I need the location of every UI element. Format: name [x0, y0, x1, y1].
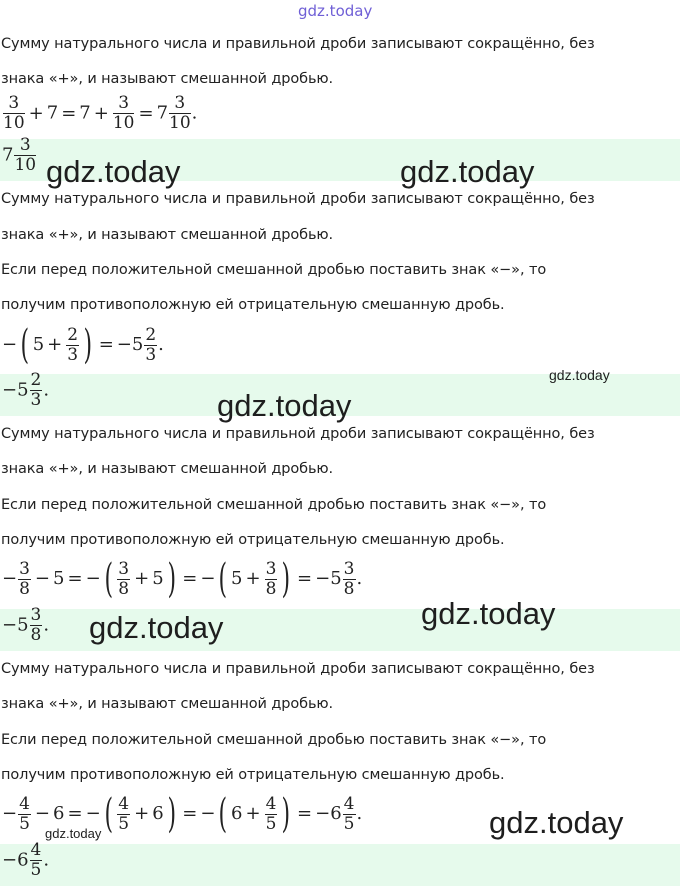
left-parenthesis: (	[20, 322, 30, 368]
number: 6	[53, 803, 65, 824]
watermark-top: gdz.today	[298, 2, 373, 20]
number: 6	[231, 803, 243, 824]
numerator: 3	[169, 95, 191, 114]
denominator: 10	[112, 113, 135, 133]
right-parenthesis: )	[167, 791, 176, 837]
fraction-3-10	[2, 95, 26, 132]
numerator: 4	[30, 842, 42, 860]
denominator: 8	[343, 578, 355, 599]
equals-sign: =	[182, 568, 198, 589]
number: 5	[32, 334, 45, 355]
numerator: 3	[14, 137, 36, 156]
answer-band-4	[0, 844, 680, 886]
period: .	[158, 334, 164, 355]
equation-2	[2, 322, 164, 368]
plus-sign: +	[28, 102, 44, 124]
watermark: gdz.today	[217, 388, 352, 423]
fraction	[116, 558, 131, 599]
number: 5	[53, 568, 65, 589]
answer-3	[2, 607, 49, 651]
answer-1	[2, 137, 37, 181]
minus-sign: −	[2, 803, 18, 824]
fraction	[116, 793, 131, 834]
plus-sign: +	[93, 102, 109, 124]
numerator: 3	[19, 558, 30, 579]
numerator: 3	[265, 558, 277, 579]
paragraph-negative-rule-cont: получим противоположную ей отрицательную смешанную дробь.	[1, 532, 505, 548]
paragraph-mixed-definition-cont: знака «+», и называют смешанной дробью.	[1, 461, 334, 477]
equals-sign: =	[61, 102, 77, 124]
paragraph-negative-rule: Если перед положительной смешанной дробью поставить знак «−», то	[1, 497, 547, 513]
whole-part: −5	[116, 334, 144, 355]
fraction	[13, 137, 37, 174]
fraction	[17, 558, 32, 599]
minus-sign: −	[2, 568, 18, 589]
numerator: 4	[265, 793, 277, 814]
plus-sign: +	[245, 803, 261, 824]
number: 5	[231, 568, 243, 589]
denominator: 10	[14, 155, 37, 175]
numerator: 3	[3, 95, 25, 114]
equation-3	[2, 556, 363, 602]
equals-sign: =	[67, 803, 83, 824]
right-parenthesis: )	[83, 322, 93, 368]
equals-sign: =	[297, 803, 313, 824]
paragraph-mixed-definition-cont: знака «+», и называют смешанной дробью.	[1, 696, 334, 712]
equals-sign: =	[182, 803, 198, 824]
right-parenthesis: )	[167, 556, 176, 602]
paragraph-negative-rule-cont: получим противоположную ей отрицательную смешанную дробь.	[1, 297, 505, 313]
minus-sign: −	[85, 803, 101, 824]
plus-sign: +	[47, 334, 63, 355]
denominator: 5	[118, 813, 130, 834]
numerator: 4	[118, 793, 130, 814]
period: .	[43, 379, 50, 401]
denominator: 8	[118, 578, 130, 599]
numerator: 2	[67, 324, 79, 345]
minus-sign: −	[34, 803, 51, 824]
fraction	[342, 793, 357, 834]
denominator: 5	[30, 860, 42, 880]
left-parenthesis: (	[218, 556, 228, 602]
paragraph-mixed-definition: Сумму натурального числа и правильной дроби записывают сокращённо, без	[1, 191, 595, 207]
minus-sign: −	[2, 334, 18, 355]
paragraph-mixed-definition-cont: знака «+», и называют смешанной дробью.	[1, 227, 334, 243]
watermark: gdz.today	[400, 154, 535, 189]
numerator: 4	[19, 793, 30, 814]
paragraph-negative-rule: Если перед положительной смешанной дробью поставить знак «−», то	[1, 262, 547, 278]
fraction	[264, 558, 279, 599]
paragraph-mixed-definition: Сумму натурального числа и правильной дроби записывают сокращённо, без	[1, 36, 595, 52]
whole-part: −5	[2, 379, 29, 401]
minus-sign: −	[200, 568, 216, 589]
numerator: 3	[113, 95, 135, 114]
period: .	[43, 849, 50, 871]
whole-part: −6	[315, 803, 342, 824]
plus-sign: +	[134, 568, 150, 589]
minus-sign: −	[200, 803, 216, 824]
whole-part: 7	[2, 144, 14, 166]
equals-sign: =	[297, 568, 313, 589]
number: 7	[79, 102, 91, 124]
minus-sign: −	[34, 568, 51, 589]
whole-part: −6	[2, 849, 29, 871]
denominator: 3	[30, 390, 42, 410]
period: .	[191, 102, 198, 124]
denominator: 10	[3, 113, 25, 133]
denominator: 3	[145, 344, 157, 365]
fraction	[17, 793, 32, 834]
denominator: 3	[67, 344, 79, 365]
numerator: 3	[343, 558, 355, 579]
watermark: gdz.today	[46, 154, 181, 189]
denominator: 8	[30, 625, 42, 645]
denominator: 5	[19, 813, 30, 834]
numerator: 4	[343, 793, 355, 814]
number: 5	[152, 568, 164, 589]
plus-sign: +	[134, 803, 150, 824]
paragraph-mixed-definition: Сумму натурального числа и правильной дроби записывают сокращённо, без	[1, 661, 595, 677]
numerator: 3	[30, 607, 42, 625]
numerator: 2	[30, 372, 42, 390]
fraction	[264, 793, 279, 834]
equals-sign: =	[138, 102, 154, 124]
period: .	[43, 614, 50, 636]
right-parenthesis: )	[281, 556, 291, 602]
left-parenthesis: (	[104, 556, 113, 602]
fraction	[342, 558, 357, 599]
left-parenthesis: (	[104, 791, 113, 837]
fraction-3-10	[112, 95, 136, 132]
watermark: gdz.today	[89, 610, 224, 645]
equation-1	[2, 95, 197, 132]
fraction	[29, 607, 44, 644]
equals-sign: =	[67, 568, 83, 589]
watermark: gdz.today	[489, 805, 624, 840]
right-parenthesis: )	[281, 791, 291, 837]
whole-part: −5	[315, 568, 342, 589]
fraction-3-10	[168, 95, 192, 132]
denominator: 5	[265, 813, 277, 834]
number: 7	[46, 102, 59, 124]
whole-part: −5	[2, 614, 29, 636]
plus-sign: +	[245, 568, 261, 589]
watermark: gdz.today	[421, 596, 556, 631]
denominator: 5	[343, 813, 355, 834]
denominator: 8	[265, 578, 277, 599]
watermark: gdz.today	[45, 826, 102, 841]
period: .	[356, 803, 363, 824]
answer-2	[2, 372, 49, 416]
period: .	[356, 568, 363, 589]
answer-4	[2, 842, 49, 886]
numerator: 2	[145, 324, 157, 345]
watermark: gdz.today	[549, 367, 610, 383]
fraction	[29, 842, 44, 879]
whole-part: 7	[156, 102, 169, 124]
fraction	[65, 324, 80, 365]
paragraph-negative-rule-cont: получим противоположную ей отрицательную смешанную дробь.	[1, 767, 505, 783]
left-parenthesis: (	[218, 791, 228, 837]
equals-sign: =	[98, 334, 114, 355]
denominator: 8	[19, 578, 30, 599]
paragraph-mixed-definition-cont: знака «+», и называют смешанной дробью.	[1, 71, 334, 87]
fraction	[29, 372, 44, 409]
numerator: 3	[118, 558, 130, 579]
denominator: 10	[169, 113, 191, 133]
paragraph-mixed-definition: Сумму натурального числа и правильной дроби записывают сокращённо, без	[1, 426, 595, 442]
number: 6	[152, 803, 164, 824]
paragraph-negative-rule: Если перед положительной смешанной дробью поставить знак «−», то	[1, 732, 547, 748]
fraction	[143, 324, 158, 365]
minus-sign: −	[85, 568, 101, 589]
